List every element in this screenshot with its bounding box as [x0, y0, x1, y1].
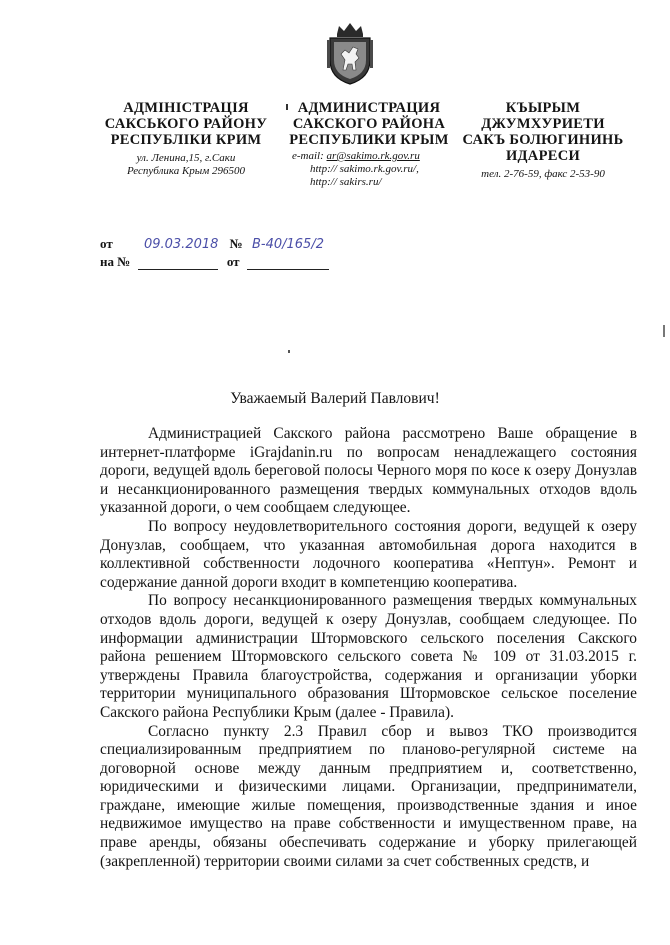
header-right-phone-line: тел. 2-76-59, факс 2-53-90 — [481, 168, 605, 180]
header-middle-russian — [286, 100, 452, 189]
header-email-line — [286, 150, 452, 163]
ref-date-blank — [247, 257, 329, 270]
letter-body — [100, 425, 637, 871]
header-left-title-line: АДМІНІСТРАЦІЯ — [123, 100, 249, 116]
header-middle-title-line: АДМИНИСТРАЦИЯ — [297, 100, 441, 116]
greeting: Уважаемый Валерий Павлович! — [230, 390, 440, 407]
registration-reference-line — [100, 254, 329, 270]
ref-from-label: от — [226, 254, 240, 269]
header-left-ukrainian — [100, 100, 272, 178]
header-left-address-line: Республика Крым 296500 — [126, 165, 246, 177]
header-middle-title-line: САКСКОГО РАЙОНА — [292, 116, 446, 132]
header-left-title-line: РЕСПУБЛІКИ КРИМ — [110, 132, 262, 148]
header-right-title-line: КЪЫРЫМ ДЖУМХУРИЕТИ — [481, 100, 605, 132]
header-middle-title-line: РЕСПУБЛИКИ КРЫМ — [289, 132, 449, 148]
header-right-title-line: ИДАРЕСИ — [505, 148, 581, 164]
from-label: от — [100, 236, 113, 251]
body-paragraph: Администрацией Сакского района рассмотрено Ваше обращение в интернет-платформе iGrajdanin.ru по вопросам ненадлежащего состояния дороги, ведущей вдоль береговой полосы Черного моря по косе к озеру Донузлав и несанкционированного размещения твердых коммунальных отходов вдоль указанной дороги, о чем сообщаем следующее. — [100, 425, 637, 517]
body-paragraph: Согласно пункту 2.3 Правил сбор и вывоз ТКО производится специализированным предприятием по планово-регулярной системе на договорной основе между данным предприятием и, соответственно, юридическими и физическими лицами. Организации, предприниматели, граждане, имеющие жилые помещения, производственные здания и иное недвижимое имущество на праве собственности и имущественном праве, на праве аренды, обязаны обеспечивать содержание и уборку прилегающей (закрепленной) территории своими силами за счет собственных средств, и — [100, 722, 637, 870]
header-site-link[interactable]: http:// sakimo.rk.gov.ru/, — [310, 163, 419, 175]
scan-speck — [288, 350, 290, 353]
email-link[interactable]: ar@sakimo.rk.gov.ru — [326, 150, 420, 162]
body-paragraph: По вопросу несанкционированного размещения твердых коммунальных отходов вдоль дороги, ведущей к озеру Донузлав, сообщаем следующее. По информации администрации Штормовского сельского поселения Сакского района решением Штормовского сельского совета № 109 от 31.03.2015 г. утверждены Правила благоустройства, содержания и организации уборки территории муниципального образования Штормовское сельское поселение Сакского района Республики Крым (далее - Правила). — [100, 592, 637, 721]
handwritten-date: 09.03.2018 — [143, 237, 219, 252]
handwritten-number: В-40/165/2 — [251, 237, 324, 252]
header-left-address-line: ул. Ленина,15, г.Саки — [136, 152, 236, 164]
header-left-title-line: САКСЬКОГО РАЙОНУ — [104, 116, 268, 132]
scan-edge-mark — [663, 325, 665, 337]
header-right-title-line: САКЪ БОЛЮГИНИНЬ — [462, 132, 624, 148]
number-label: № — [229, 236, 243, 251]
header-site-link[interactable]: http:// sakirs.ru/ — [310, 176, 382, 188]
registration-outgoing-line — [100, 236, 324, 253]
coat-of-arms-emblem — [325, 20, 375, 86]
body-paragraph: По вопросу неудовлетворительного состояния дороги, ведущей к озеру Донузлав, сообщаем, что указанная автомобильная дорога находится в коллективной собственности лодочного кооператива «Нептун». Ремонт и содержание данной дороги входит в компетенцию кооператива. — [100, 517, 637, 591]
ref-number-blank — [138, 257, 218, 270]
email-label: e-mail: — [292, 150, 327, 162]
ref-number-label: на № — [100, 254, 131, 269]
header-right-crimean-tatar — [452, 100, 634, 181]
